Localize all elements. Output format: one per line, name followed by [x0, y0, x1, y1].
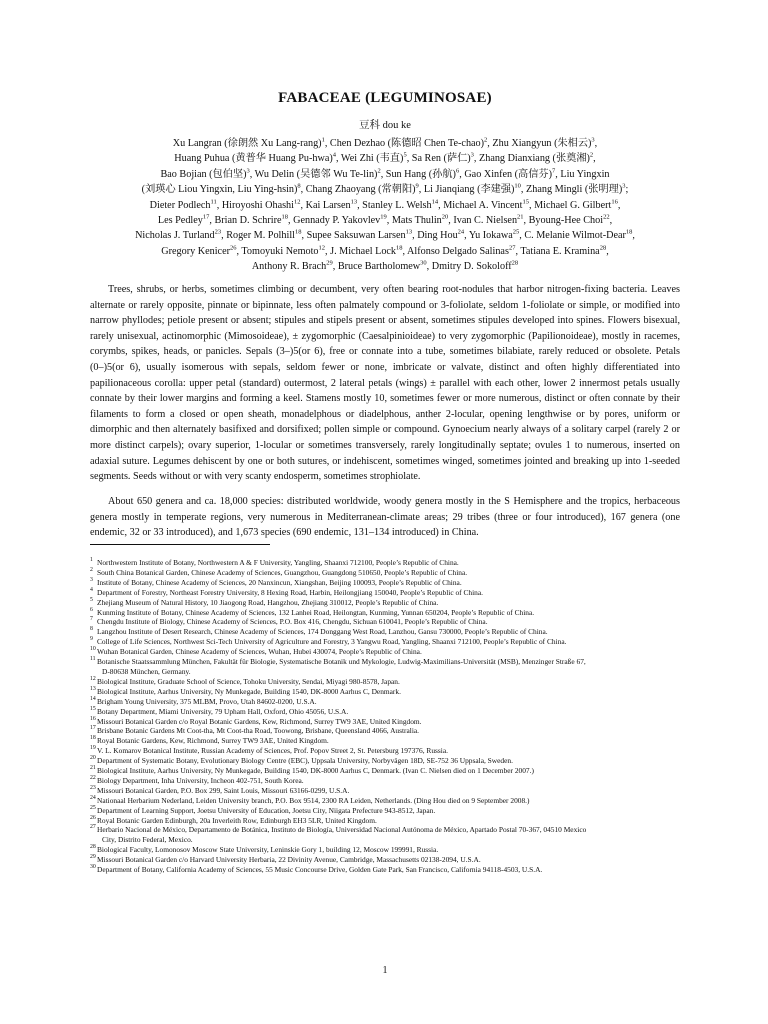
author-line [100, 182, 670, 197]
affiliation-mark: 4 [332, 152, 336, 160]
footnote-number: 6 [90, 606, 93, 613]
footnote-text-continued: D-80638 München, Germany. [102, 666, 191, 676]
footnote-number: 13 [90, 685, 96, 692]
affiliation-mark: 28 [511, 259, 519, 267]
footnote [90, 855, 680, 865]
footnote [90, 717, 680, 727]
author-line [100, 228, 670, 243]
affiliation-mark: 20 [441, 213, 449, 221]
author-name: , Zhang Mingli (张明理) [520, 184, 623, 196]
footnote-number: 17 [90, 725, 96, 732]
affiliation-mark: 21 [517, 213, 524, 221]
author-name: , Chang Zhaoyang (常朝阳) [300, 184, 416, 196]
footnote-number: 21 [90, 765, 96, 772]
author-line [100, 244, 670, 259]
footnote-number: 25 [90, 804, 96, 811]
footnote [90, 588, 680, 598]
author-name: , Tatiana E. Kramina [515, 245, 600, 257]
footnote-text: Herbario Nacional de México, Departamento de Botánica, Instituto de Biología, Universidad Nacional Autónoma de México, Apartado Postal 70-367, 04510 Mexico [97, 825, 587, 835]
footnote-text: Biology Department, Inha University, Incheon 402-751, South Korea. [97, 775, 304, 785]
footnote-text: Biological Institute, Aarhus University, Ny Munkegade, Building 1540, DK-8000 Aarhus C, Denmark. [97, 686, 401, 696]
affiliation-mark: 11 [210, 198, 217, 206]
author-name: , Stanley L. Welsh [357, 199, 432, 211]
footnote-text: Department of Learning Support, Joetsu University of Education, Joetsu City, Niigata Prefecture 943-8512, Japan. [97, 805, 436, 815]
footnote-number: 30 [90, 864, 96, 871]
author-name: Dieter Podlech [149, 199, 211, 211]
author-name: , Alfonso Delgado Salinas [402, 245, 509, 257]
footnote-number: 16 [90, 715, 96, 722]
affiliation-mark: 9 [415, 182, 419, 190]
affiliation-mark: 7 [552, 167, 556, 175]
footnote-number: 8 [90, 626, 93, 633]
footnote-text: Department of Systematic Botany, Evolutionary Biology Centre (EBC), Uppsala University, Norbyvägen 18D, SE-752 36 Uppsala, Sweden. [97, 756, 513, 766]
footnote-number: 15 [90, 705, 96, 712]
footnote-number: 29 [90, 854, 96, 861]
footnote-number: 9 [90, 636, 93, 643]
author-line [100, 136, 670, 151]
affiliation-mark: 3 [591, 136, 595, 144]
page-title: FABACEAE (LEGUMINOSAE) [278, 90, 492, 106]
author-name: , Wei Zhi (韦直) [335, 153, 404, 165]
author-name: ; [625, 184, 629, 196]
affiliation-mark: 15 [522, 198, 529, 206]
affiliation-mark: 24 [457, 229, 465, 237]
author-name: , Byoung-Hee Choi [523, 215, 604, 227]
footnote [90, 796, 680, 806]
author-name: , Zhang Dianxiang (张奠湘) [473, 153, 590, 165]
footnote [90, 647, 680, 657]
footnote [90, 598, 680, 608]
affiliation-mark: 12 [294, 198, 301, 206]
affiliation-mark: 22 [603, 213, 610, 221]
author-name: , Wu Delin (吴德邻 Wu Te-lin) [249, 168, 378, 180]
author-name: , Tomoyuki Nemoto [236, 245, 319, 257]
footnote [90, 677, 680, 687]
footnote-text: Missouri Botanical Garden c/o Royal Botanic Gardens, Kew, Richmond, Surrey TW9 3AE, United Kingdom. [97, 716, 422, 726]
author-name: , Gao Xinfen (高信芬) [459, 168, 553, 180]
affiliation-mark: 27 [508, 244, 516, 252]
footnote-text: V. L. Komarov Botanical Institute, Russian Academy of Sciences, Prof. Popov Street 2, St. Petersburg 197376, Russia. [97, 746, 448, 756]
author-name: , Ivan C. Nielsen [448, 215, 518, 227]
affiliation-mark: 3 [246, 167, 250, 175]
author-name: Anthony R. Brach [251, 261, 327, 273]
author-line [100, 259, 670, 274]
footnote [90, 627, 680, 637]
author-name: Huang Puhua (黄普华 Huang Pu-hwa) [174, 153, 333, 165]
affiliation-mark: 17 [202, 213, 210, 221]
footnote-number: 2 [90, 566, 93, 573]
footnote-text: Missouri Botanical Garden, P.O. Box 299, Saint Louis, Missouri 63166-0299, U.S.A. [97, 785, 350, 795]
affiliation-mark: 16 [611, 198, 618, 206]
footnote-number: 12 [90, 675, 96, 682]
footnote-number: 24 [90, 794, 96, 801]
affiliation-mark: 2 [377, 167, 381, 175]
author-name: Xu Langran (徐朗然 Xu Lang-rang) [172, 138, 322, 149]
affiliation-mark: 12 [318, 244, 326, 252]
footnote-number: 1 [90, 557, 93, 563]
footnote [90, 776, 680, 786]
affiliation-mark: 1 [321, 136, 325, 144]
footnote [90, 568, 680, 578]
footnote-list [90, 558, 680, 875]
footnote-number: 4 [90, 586, 93, 593]
footnote-text: Langzhou Institute of Desert Research, Chinese Academy of Sciences, 174 Donggang West Road, Lanzhou, Gansu 730000, People’s Republic of China. [97, 627, 548, 637]
footnote [90, 637, 680, 647]
author-line [100, 213, 670, 228]
footnote-text: Wuhan Botanical Garden, Chinese Academy of Sciences, Wuhan, Hubei 430074, People’s Republic of China. [97, 647, 422, 657]
distribution-paragraph: About 650 genera and ca. 18,000 species: distributed worldwide, woody genera mostly in the S Hemisphere and the tropics, herbaceous genera mostly in temperate regions, very numerous in Mediterranean-climate areas; 29 tribes (three or four introduced), 167 genera (one endemic, 32 or 33 introduced), and 1,673 species (690 endemic, 131–134 introduced) in China. [90, 496, 680, 539]
footnote-text: South China Botanical Garden, Chinese Academy of Sciences, Guangzhou, Guangdong 510650, People’s Republic of China. [97, 567, 468, 577]
footnote-text: Biological Institute, Graduate School of Science, Tohoku University, Sendai, Miyagi 980-8578, Japan. [97, 676, 400, 686]
footnote [90, 707, 680, 717]
footnote [90, 736, 680, 746]
affiliation-mark: 28 [599, 244, 607, 252]
footnote-number: 22 [90, 774, 96, 781]
footnote-text: Institute of Botany, Chinese Academy of Sciences, 20 Nanxincun, Xiangshan, Beijing 100093, People’s Republic of China. [97, 577, 462, 587]
affiliation-mark: 3 [622, 182, 626, 190]
footnote-text: Brisbane Botanic Gardens Mt Coot-tha, Mt Coot-tha Road, Toowong, Brisbane, Queensland 4066, Australia. [97, 726, 420, 736]
footnote-number: 20 [90, 755, 96, 762]
footnote [90, 756, 680, 766]
affiliation-mark: 26 [230, 244, 237, 252]
footnote [90, 816, 680, 826]
author-name: Gregory Kenicer [161, 245, 230, 257]
footnote [90, 726, 680, 736]
footnote-text: Biological Institute, Aarhus University, Ny Munkegade, Building 1540, DK-8000 Aarhus C, Denmark. (Ivan C. Nielsen died on 1 December 2007.) [97, 766, 534, 776]
author-name: , Bruce Bartholomew [332, 261, 421, 273]
footnote [90, 657, 680, 677]
author-name: , Roger M. Polhill [221, 230, 295, 242]
author-name: , Li Jianqiang (李建强) [418, 184, 515, 196]
author-name: , Liu Yingxin [555, 168, 610, 180]
footnote-number: 26 [90, 814, 96, 821]
footnote-text: Northwestern Institute of Botany, Northwestern A & F University, Yangling, Shaanxi 712100, People’s Republic of China. [97, 558, 459, 567]
affiliation-mark: 18 [625, 229, 633, 237]
author-name: , Michael G. Gilbert [528, 199, 612, 211]
footnote [90, 558, 680, 568]
author-name: , [594, 138, 598, 149]
footnote-text-continued: City, Distrito Federal, Mexico. [102, 835, 193, 845]
footnote-number: 14 [90, 695, 96, 702]
author-name: , Dmitry D. Sokoloff [426, 261, 512, 273]
affiliation-mark: 18 [396, 244, 403, 252]
affiliation-mark: 18 [281, 213, 289, 221]
author-line [100, 167, 670, 182]
footnote-text: Botany Department, Miami University, 79 Upham Hall, Oxford, Ohio 45056, U.S.A. [97, 706, 349, 716]
author-name: , Kai Larsen [300, 199, 351, 211]
author-name: , [606, 245, 609, 257]
footnote [90, 578, 680, 588]
family-description: Trees, shrubs, or herbs, sometimes climbing or decumbent, very often bearing root-nodules that harbor nitrogen-fixing bacteria. Leaves alternate or rarely opposite, pinnate or bipinnate, less often palmately compound or 3-foliolate, seldom 1-foliolate or simple, or modified into narrow phyllodes; petiole present or absent; stipules and stipels present or absent, sometimes stipules developed into spines. Flowers bisexual, rarely unisexual, actinomorphic (Mimosoideae), ± zygomorphic (Caesalpinioideae) to very zygomorphic (Papilionoideae), mostly in racemes, corymbs, spikes, heads, or panicles. Sepals (3–)5(or 6), free or connate into a tube, sometimes bilabiate, rarely reduced or obsolete. Petals (0–)5(or 6), usually isomerous with sepals, seldom fewer or none, imbricate or valvate, distinct and often highly differentiated into papilionaceous corolla: upper petal (standard) outermost, 2 lateral petals (wings) ± parallel with each other, lower 2 innermost petals usually connate by their lower margins and forming a keel. Stamens mostly 10, sometimes fewer or more numerous, distinct or often connate by their filaments to form a closed or open sheath, monadelphous or diadelphous, anther 2-locular, opening lengthwise or by pores, uniform or dimorphic and then alternately basifixed and dorsifixed; pollen simple or compound. Gynoecium nearly always of a solitary carpel (rarely 2 or more distinct carpels); ovary superior, 1-locular or sometimes transversely, rarely longitudinally septate; ovules 1 to numerous, inserted on adaxial suture. Legumes dehiscent by one or both sutures, or indehiscent, sometimes winged, sometimes jointed and breaking up into 1-seeded segments. Seeds without or with very scanty endosperm, sometimes strophiolate. [90, 284, 680, 483]
author-name: Les Pedley [157, 215, 203, 227]
footnote [90, 806, 680, 816]
footnote [90, 617, 680, 627]
footnote-number: 23 [90, 784, 96, 791]
author-list [100, 136, 670, 275]
author-name: , C. Melanie Wilmot-Dear [519, 230, 626, 242]
footnote-text: Chengdu Institute of Biology, Chinese Academy of Sciences, P.O. Box 416, Chengdu, Sichuan 610041, People’s Republic of China. [97, 617, 488, 627]
affiliation-mark: 29 [326, 259, 333, 267]
footnote-number: 5 [90, 596, 93, 603]
footnote-text: Royal Botanic Garden Edinburgh, 20a Inverleith Row, Edinburgh EH3 5LR, United Kingdom. [97, 815, 377, 825]
footnote-text: Kunming Institute of Botany, Chinese Academy of Sciences, 132 Lanhei Road, Heilongtan, Kunming, Yunnan 650204, People’s Republic of China. [97, 607, 535, 617]
author-name: , Zhu Xiangyun (朱相云) [487, 138, 592, 149]
affiliation-mark: 6 [455, 167, 460, 175]
footnote [90, 608, 680, 618]
footnote-text: Department of Botany, California Academy of Sciences, 55 Music Concourse Drive, Golden Gate Park, San Francisco, California 94118-4503, U.S.A. [97, 865, 543, 875]
footnote [90, 786, 680, 796]
author-line [100, 151, 670, 166]
affiliation-mark: 2 [484, 136, 488, 144]
author-name: Bao Bojian (包伯坚) [160, 168, 247, 180]
author-name: , Sa Ren (萨仁) [406, 153, 471, 165]
author-name: , Ding Hou [412, 230, 458, 242]
author-name: , Mats Thulin [386, 215, 442, 227]
footnote-text: College of Life Sciences, Northwest Sci-Tech University of Agriculture and Forestry, 3 Yangwu Road, Yangling, Shaanxi 712100, People’s Republic of China. [97, 637, 567, 647]
footnote-number: 27 [90, 824, 96, 831]
affiliation-mark: 18 [294, 229, 302, 237]
author-name: , Gennady P. Yakovlev [288, 215, 381, 227]
footnote-text: Brigham Young University, 375 MLBM, Provo, Utah 84602-0200, U.S.A. [97, 696, 317, 706]
footnote-number: 3 [90, 576, 93, 583]
author-name: , [593, 153, 596, 165]
affiliation-mark: 13 [405, 229, 413, 237]
footnote-text: Botanische Staatssammlung München, Fakultät für Biologie, Systematische Botanik und Mykologie, Ludwig-Maximilians-Universität (MSB), Menzinger Straße 67, [97, 657, 586, 667]
footnote-number: 11 [90, 656, 96, 663]
affiliation-mark: 5 [403, 152, 407, 160]
footnote [90, 865, 680, 875]
author-name: , [609, 215, 613, 227]
affiliation-mark: 10 [514, 182, 521, 190]
footnote-text: Zhejiang Museum of Natural History, 10 Jiaogong Road, Hangzhou, Zhejiang 310012, People’s Republic of China. [97, 597, 439, 607]
affiliation-mark: 2 [589, 152, 594, 160]
author-name: (刘瑛心 Liou Yingxin, Liu Ying-hsin) [141, 184, 298, 196]
author-name: , Yu Iokawa [464, 230, 513, 242]
author-name: , Brian D. Schrire [209, 215, 282, 227]
footnote [90, 697, 680, 707]
author-name: , [617, 199, 621, 211]
affiliation-mark: 13 [350, 198, 358, 206]
affiliation-mark: 30 [420, 259, 427, 267]
footnote-text: Department of Forestry, Northeast Forestry University, 8 Hexing Road, Harbin, Heilongjiang 150040, People’s Republic of China. [97, 587, 483, 597]
author-name: , [632, 230, 635, 242]
footnote-number: 10 [90, 646, 96, 653]
author-name: , J. Michael Lock [325, 245, 397, 257]
affiliation-mark: 19 [380, 213, 387, 221]
affiliation-mark: 8 [297, 182, 301, 190]
author-name: , Sun Hang (孙航) [380, 168, 456, 180]
footnote [90, 845, 680, 855]
footnote-number: 18 [90, 735, 96, 742]
author-line [100, 198, 670, 213]
author-name: , Hiroyoshi Ohashi [216, 199, 294, 211]
author-name: , Chen Dezhao (陈德昭 Chen Te-chao) [324, 138, 485, 149]
footnote-text: Nationaal Herbarium Nederland, Leiden University branch, P.O. Box 9514, 2300 RA Leiden, Netherlands. (Ding Hou died on 9 September 2008.) [97, 795, 530, 805]
footnote-text: Biological Faculty, Lomonosov Moscow State University, Leninskie Gory 1, building 12, Moscow 199991, Russia. [97, 845, 439, 855]
page-number: 1 [382, 965, 388, 976]
author-name: Nicholas J. Turland [135, 230, 215, 242]
affiliation-mark: 3 [470, 152, 474, 160]
affiliation-mark: 14 [431, 198, 439, 206]
affiliation-mark: 25 [512, 229, 520, 237]
footnote-divider [90, 544, 270, 545]
footnote [90, 687, 680, 697]
affiliation-mark: 23 [214, 229, 222, 237]
footnote-text: Royal Botanic Gardens, Kew, Richmond, Surrey TW9 3AE, United Kingdom. [97, 736, 329, 746]
author-name: , Michael A. Vincent [438, 199, 523, 211]
footnote-number: 19 [90, 745, 96, 752]
footnote-number: 7 [90, 616, 93, 623]
author-name: , Supee Saksuwan Larsen [301, 230, 406, 242]
footnote [90, 766, 680, 776]
footnote-text: Missouri Botanical Garden c/o Harvard University Herbaria, 22 Divinity Avenue, Cambridge, Massachusetts 02138-2094, U.S.A. [97, 855, 481, 865]
footnote [90, 825, 680, 845]
footnote-number: 28 [90, 844, 96, 851]
footnote [90, 746, 680, 756]
chinese-name: 豆科 dou ke [359, 120, 411, 131]
